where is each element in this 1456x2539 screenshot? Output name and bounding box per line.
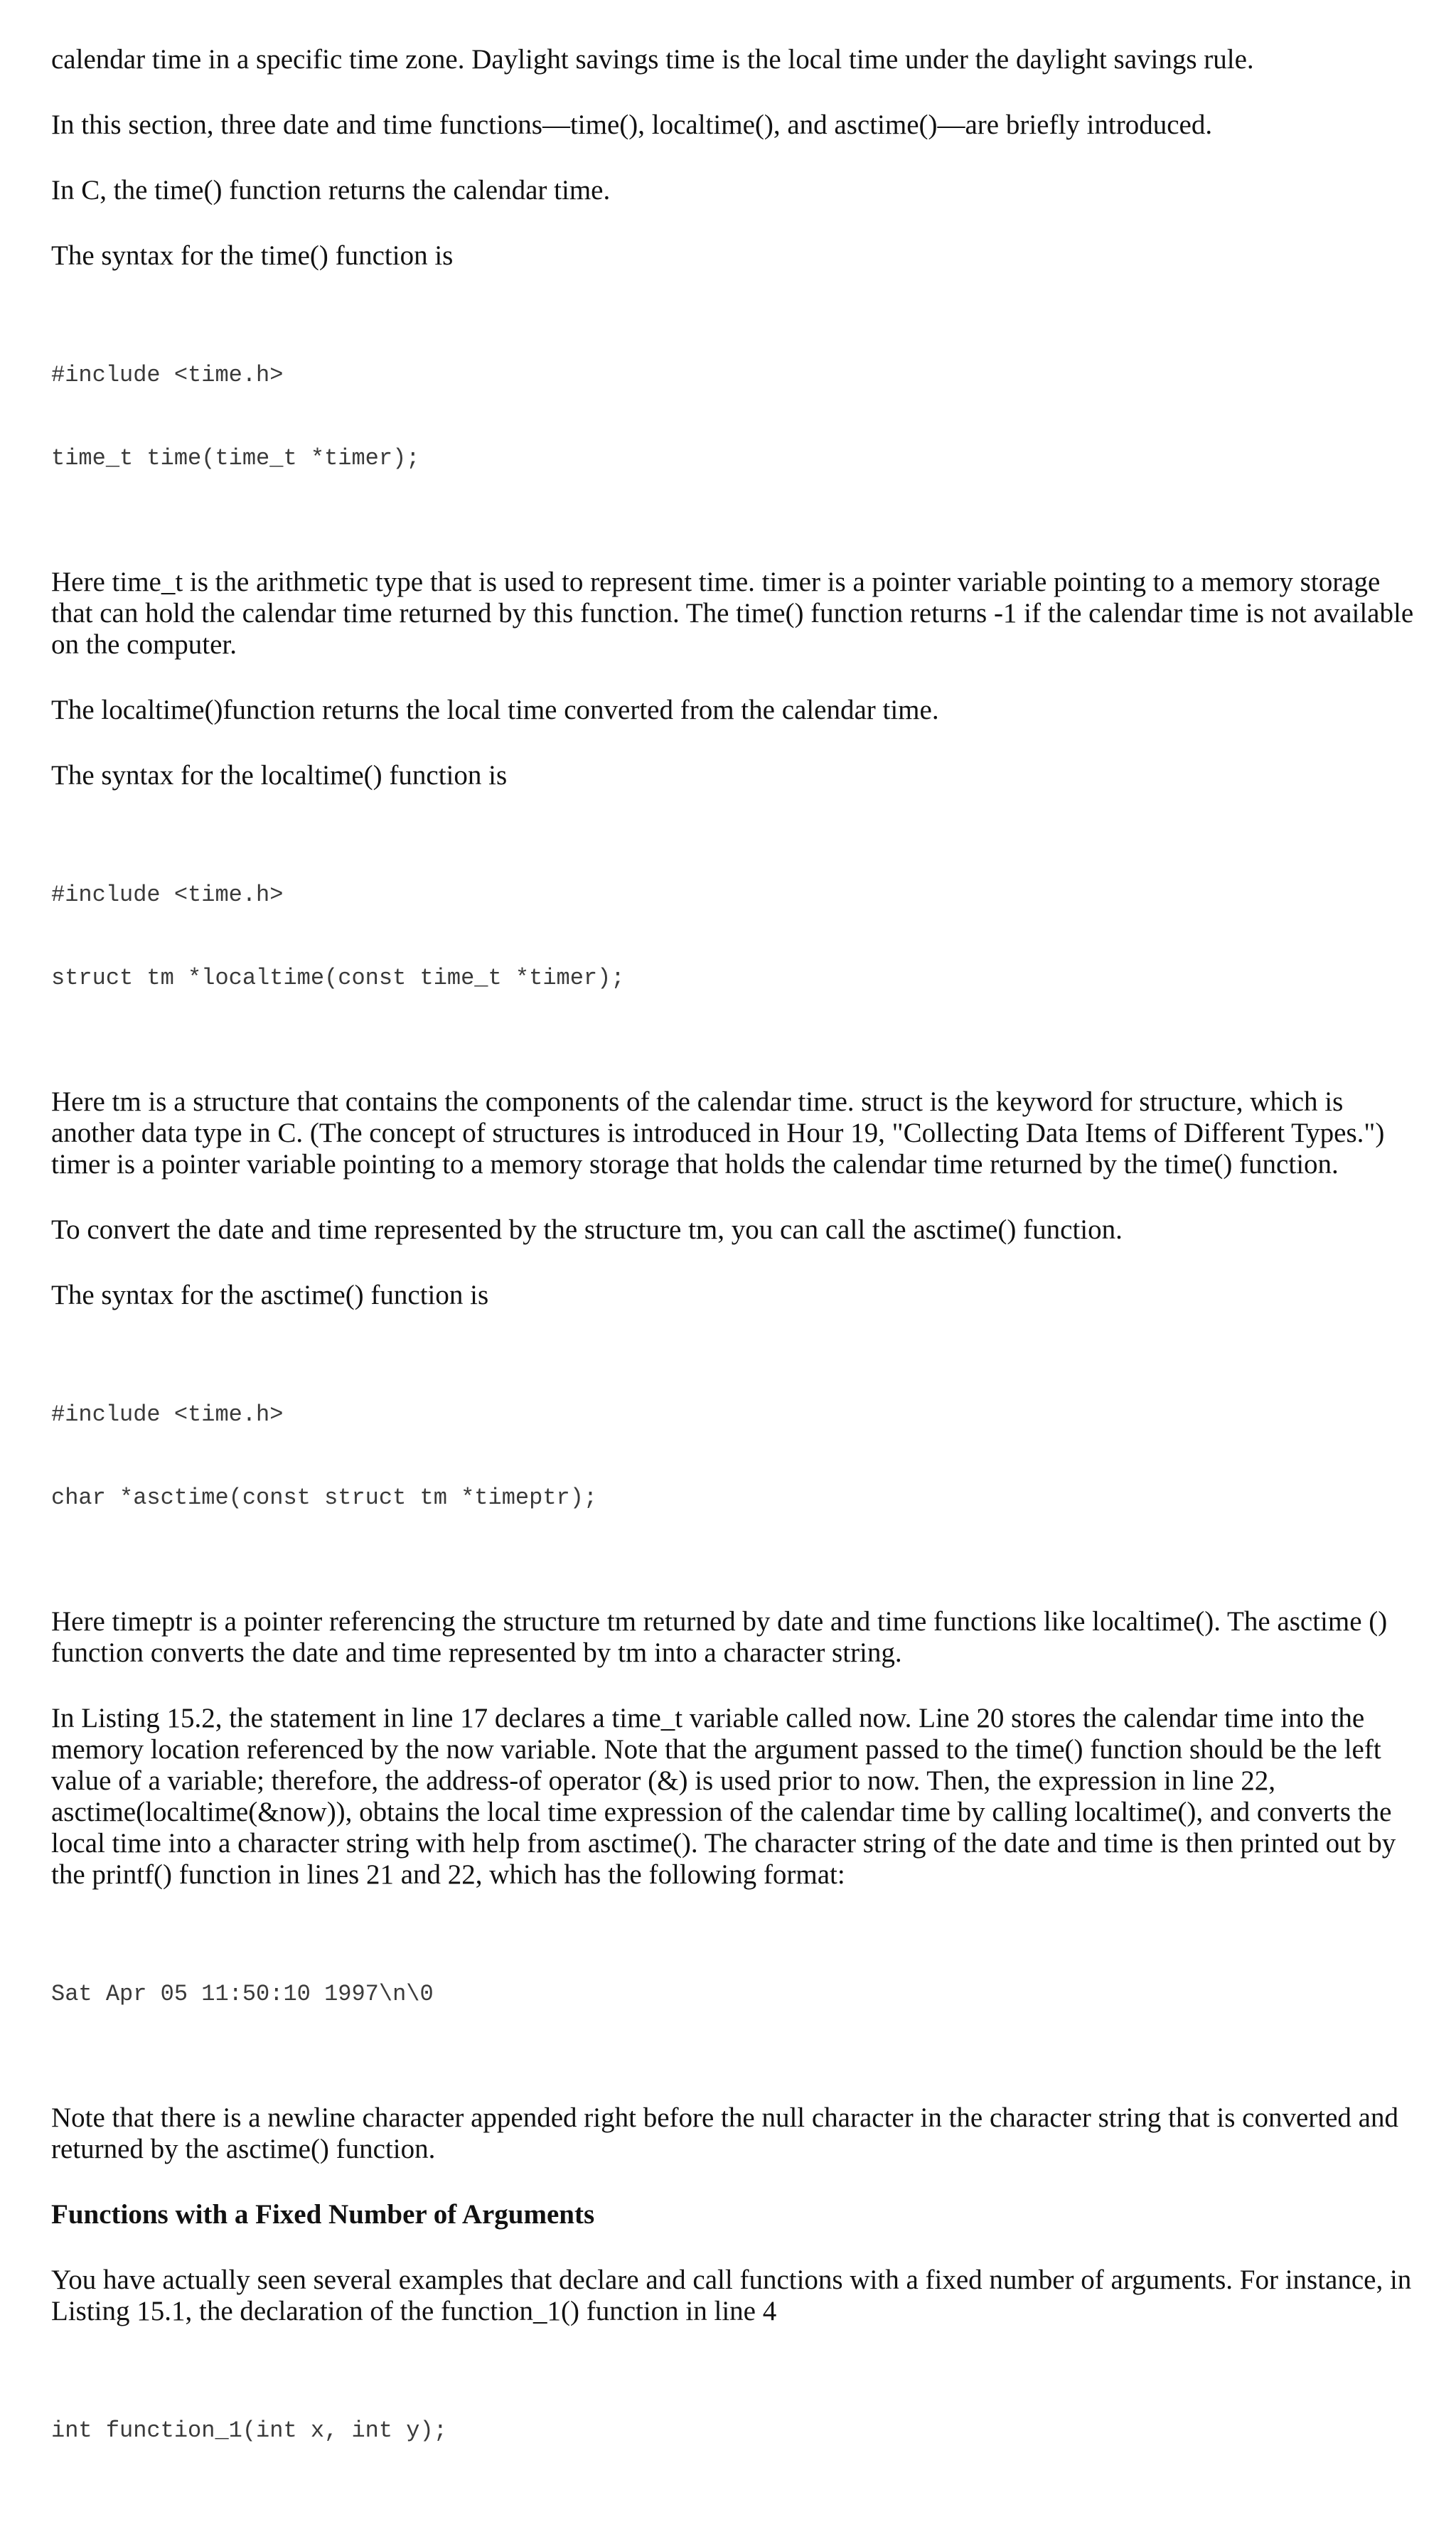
code-line: struct tm *localtime(const time_t *timer); (51, 965, 625, 991)
paragraph-newline-note: Note that there is a newline character appended right before the null character in the character string that is converted and returned by the asctime() function. (51, 2102, 1398, 2164)
paragraph-fixed-arguments-intro: You have actually seen several examples that declare and call functions with a fixed number of arguments. For instance, in Listing 15.1, the declaration of the function_1() function in line 4 (51, 2265, 1412, 2326)
paragraph-asctime-convert: To convert the date and time represented by the structure tm, you can call the asctime() function. (51, 1214, 1123, 1245)
code-line: #include <time.h> (51, 1401, 284, 1428)
paragraph-time-returns: In C, the time() function returns the calendar time. (51, 175, 611, 205)
code-line: Sat Apr 05 11:50:10 1997\n\0 (51, 1981, 434, 2007)
code-line: #include <time.h> (51, 882, 284, 908)
paragraph-listing-15-2: In Listing 15.2, the statement in line 17 declares a time_t variable called now. Line 20 stores the calendar time into the memory location referenced by the now variable. Note that the argument passed to the time() function should be the left value of a variable; therefore, the address-of operator (&) is used prior to now. Then, the expression in line 22, asctime(localtime(&now)), obtains the local time expression of the calendar time by calling localtime(), and converts the local time into a character string with help from asctime(). The character string of the date and time is then printed out by the printf() function in lines 21 and 22, which has the following format: (51, 1703, 1396, 1890)
paragraph-daylight-savings: calendar time in a specific time zone. Daylight savings time is the local time under the daylight savings rule. (51, 44, 1254, 75)
paragraph-localtime-returns: The localtime()function returns the local time converted from the calendar time. (51, 695, 939, 725)
code-block-asctime-syntax (51, 1345, 1416, 1567)
code-block-time-syntax (51, 306, 1416, 528)
paragraph-localtime-syntax-label: The syntax for the localtime() function is (51, 760, 508, 791)
code-line: #include <time.h> (51, 362, 284, 388)
code-block-date-format (51, 1925, 1416, 2063)
code-block-localtime-syntax (51, 825, 1416, 1047)
paragraph-time-t-explanation: Here time_t is the arithmetic type that is used to represent time. timer is a pointer variable pointing to a memory storage that can hold the calendar time returned by this function. The time() function returns -1 if the calendar time is not available on the computer. (51, 567, 1414, 660)
section-heading-fixed-arguments: Functions with a Fixed Number of Arguments (51, 2199, 595, 2230)
code-line: time_t time(time_t *timer); (51, 445, 420, 471)
paragraph-timeptr-explanation: Here timeptr is a pointer referencing the structure tm returned by date and time functions like localtime(). The asctime () function converts the date and time represented by tm into a character string. (51, 1606, 1388, 1668)
code-block-function-1 (51, 2361, 1416, 2500)
document-page (51, 44, 1416, 2539)
paragraph-functions-intro: In this section, three date and time functions—time(), localtime(), and asctime()—are briefly introduced. (51, 109, 1213, 140)
code-line: char *asctime(const struct tm *timeptr); (51, 1485, 598, 1511)
code-line: int function_1(int x, int y); (51, 2417, 447, 2444)
paragraph-tm-explanation: Here tm is a structure that contains the components of the calendar time. struct is the keyword for structure, which is another data type in C. (The concept of structures is introduced in Hour 19, "Collecting Data Items of Different Types.") timer is a pointer variable pointing to a memory storage that holds the calendar time returned by the time() function. (51, 1086, 1385, 1180)
paragraph-asctime-syntax-label: The syntax for the asctime() function is (51, 1280, 489, 1310)
paragraph-time-syntax-label: The syntax for the time() function is (51, 240, 454, 271)
